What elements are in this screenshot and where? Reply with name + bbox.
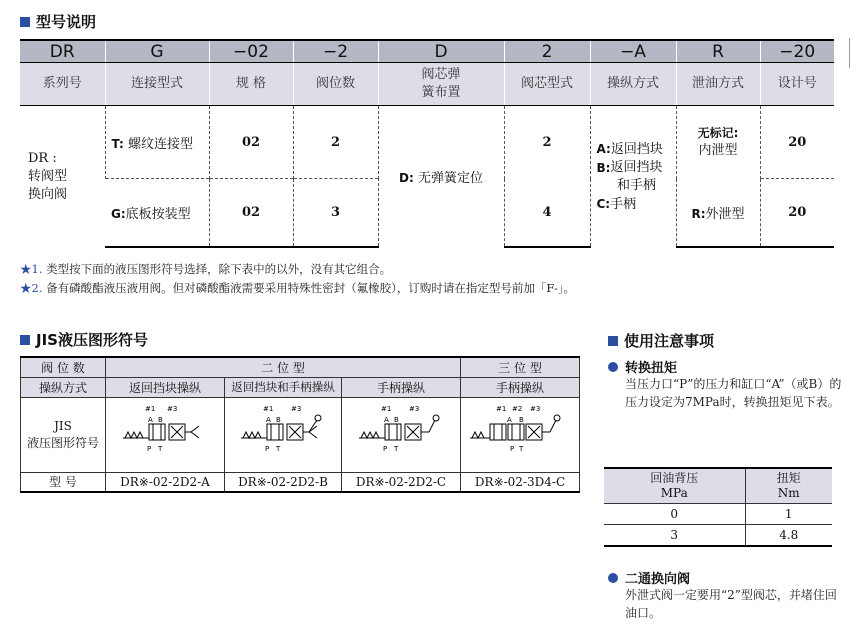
code-spring: D (378, 40, 504, 63)
note-2: ★2. 备有磷酸酯液压液用阀。但对磷酸酯液需要采用特殊性密封（氟橡胶），订购时请在指定型号前加「F-」。 (20, 281, 575, 295)
svg-text:#2: #2 (512, 405, 523, 413)
jis-op-4: 手柄操纵 (461, 377, 580, 397)
jis-op-2: 返回挡块和手柄操纵 (225, 377, 342, 397)
svg-text:P: P (265, 445, 270, 453)
torque-head-torque: 扭矩 Nm (745, 468, 832, 504)
head-connection: 连接型式 (105, 63, 209, 106)
drain-internal: 无标记: 内泄型 (676, 106, 760, 179)
spring-desc: D: 无弹簧定位 (378, 106, 504, 248)
svg-text:#3: #3 (409, 405, 420, 413)
svg-text:A: A (507, 416, 512, 424)
code-series: DR (20, 40, 105, 63)
design-2: 20 (760, 179, 834, 248)
jis-two-position: 二 位 型 (106, 357, 461, 377)
svg-text:T: T (394, 445, 399, 453)
valve-symbol-return-stop (115, 402, 215, 464)
code-size: −02 (209, 40, 293, 63)
svg-text:P: P (383, 445, 388, 453)
svg-text:P: P (510, 445, 515, 453)
jis-row1-label: 阀 位 数 (21, 357, 106, 377)
jis-model-2: DR※-02-2D2-B (225, 472, 342, 492)
operation-desc (590, 106, 676, 248)
jis-row2-label: 操纵方式 (21, 377, 106, 397)
svg-text:#1: #1 (381, 405, 392, 413)
code-connection: G (105, 40, 209, 63)
conn-plate: G:底板按装型 (105, 179, 209, 248)
section-title-caution: 使用注意事项 (608, 331, 714, 351)
size-1: 02 (209, 106, 293, 179)
table-row: 3 4.8 (604, 525, 832, 547)
head-spool: 阀芯型式 (504, 63, 590, 106)
svg-text:B: B (394, 416, 399, 424)
page-edge-divider (849, 38, 856, 68)
square-bullet-icon (20, 17, 30, 27)
jis-op-1: 返回挡块操纵 (106, 377, 225, 397)
torque-head-pressure: 回油背压 MPa (604, 468, 745, 504)
head-positions: 阀位数 (293, 63, 378, 106)
svg-text:#3: #3 (530, 405, 541, 413)
svg-text:#1: #1 (145, 405, 156, 413)
symbol-3d4-c (461, 397, 580, 472)
svg-text:B: B (519, 416, 524, 424)
caution-item1-title: 转换扭矩 (625, 361, 678, 376)
square-bullet-icon (20, 335, 30, 345)
positions-1: 2 (293, 106, 378, 179)
svg-text:A: A (266, 416, 271, 424)
code-positions: −2 (293, 40, 378, 63)
jis-model-4: DR※-02-3D4-C (461, 472, 580, 492)
square-bullet-icon (608, 336, 618, 346)
op-a: A:返回挡块 (596, 141, 663, 157)
torque-table (604, 467, 832, 547)
op-b: B: 返回挡块 和手柄 (596, 159, 663, 193)
jis-op-3: 手柄操纵 (342, 377, 461, 397)
valve-symbol-return-stop-lever (233, 402, 333, 464)
drain-external: R:外泄型 (676, 179, 760, 248)
code-design: −20 (760, 40, 834, 63)
head-operation: 操纵方式 (590, 63, 676, 106)
caution-item1-body: 当压力口“P”的压力和缸口“A”（或B）的压力设定为7MPa时，转换扭矩见下表。 (625, 377, 842, 409)
op-c: C:手柄 (596, 196, 637, 212)
svg-text:B: B (276, 416, 281, 424)
svg-text:A: A (148, 416, 153, 424)
caution-item2-body: 外泄式阀一定要用“2”型阀芯，并堵住回油口。 (625, 588, 837, 620)
jis-symbol-table (20, 356, 580, 493)
bullet-dot-icon (608, 362, 618, 372)
jis-symbol-label: JIS 液压图形符号 (21, 397, 106, 472)
svg-text:P: P (147, 445, 152, 453)
model-code-table (20, 39, 834, 248)
jis-three-position: 三 位 型 (461, 357, 580, 377)
svg-text:A: A (384, 416, 389, 424)
jis-model-1: DR※-02-2D2-A (106, 472, 225, 492)
valve-symbol-lever (351, 402, 451, 464)
head-spring: 阀芯弹 簧布置 (378, 63, 504, 106)
jis-model-label: 型 号 (21, 472, 106, 492)
code-spool: 2 (504, 40, 590, 63)
symbol-2d2-a (106, 397, 225, 472)
svg-text:#1: #1 (496, 405, 507, 413)
symbol-2d2-c (342, 397, 461, 472)
size-2: 02 (209, 179, 293, 248)
head-size: 规 格 (209, 63, 293, 106)
svg-text:#1: #1 (263, 405, 274, 413)
symbol-2d2-b (225, 397, 342, 472)
spool-2: 4 (504, 179, 590, 248)
section-title-model: 型号说明 (20, 12, 96, 32)
conn-thread: T: 螺纹连接型 (105, 106, 209, 179)
svg-text:T: T (158, 445, 163, 453)
caution-item2-title: 二通换向阀 (625, 572, 691, 587)
bullet-dot-icon (608, 573, 618, 583)
design-1: 20 (760, 106, 834, 179)
head-design: 设计号 (760, 63, 834, 106)
series-desc: DR : 转阀型 换向阀 (28, 150, 68, 202)
svg-text:#3: #3 (291, 405, 302, 413)
valve-symbol-three-position-lever (468, 402, 572, 464)
code-drain: R (676, 40, 760, 63)
spool-1: 2 (504, 106, 590, 179)
jis-model-3: DR※-02-2D2-C (342, 472, 461, 492)
svg-text:T: T (276, 445, 281, 453)
head-series: 系列号 (20, 63, 105, 106)
svg-text:T: T (519, 445, 524, 453)
positions-2: 3 (293, 179, 378, 248)
note-1: ★1. 类型按下面的液压图形符号选择，除下表中的以外，没有其它组合。 (20, 262, 392, 276)
section-title-jis: JIS液压图形符号 (20, 330, 148, 350)
code-operation: −A (590, 40, 676, 63)
svg-text:B: B (158, 416, 163, 424)
svg-text:#3: #3 (167, 405, 178, 413)
table-row: 0 1 (604, 504, 832, 525)
head-drain: 泄油方式 (676, 63, 760, 106)
